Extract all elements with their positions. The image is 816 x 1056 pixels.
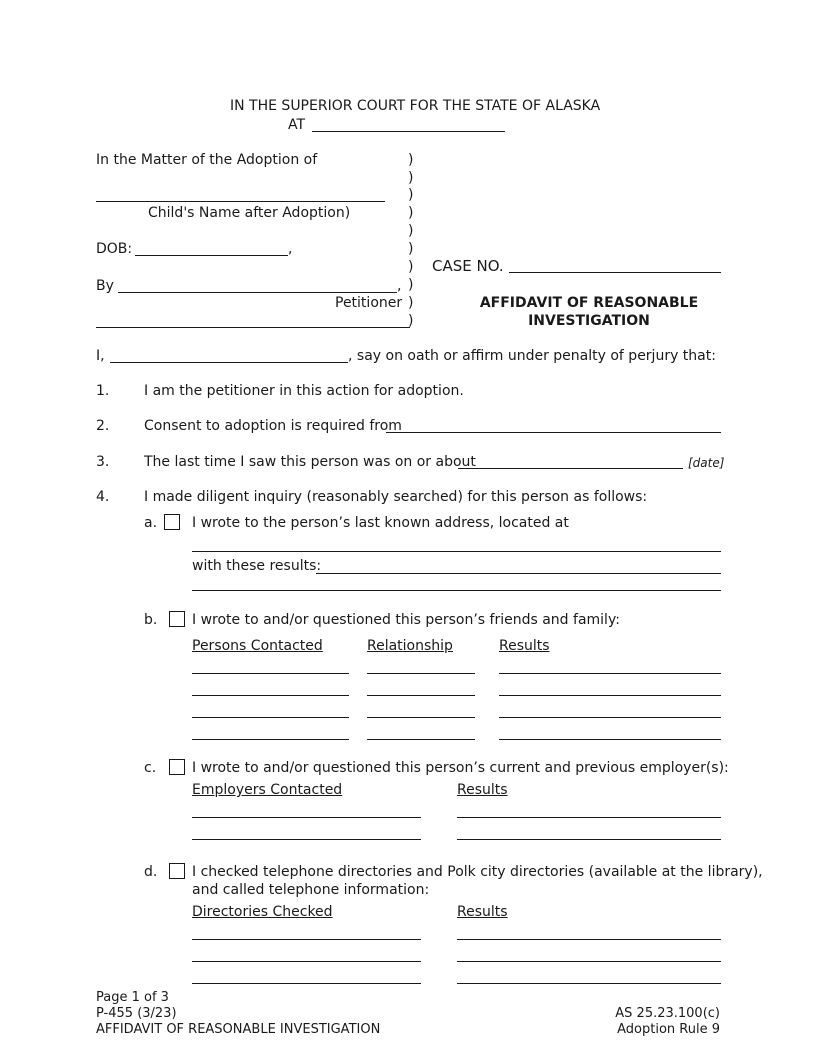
result-line[interactable] [457, 839, 721, 840]
col-results: Results [499, 638, 550, 654]
doc-title-line2: INVESTIGATION [528, 313, 650, 329]
case-no-line[interactable] [509, 272, 721, 273]
petitioner-line[interactable] [96, 327, 410, 328]
item-number: 3. [96, 454, 110, 470]
paren: ) [408, 223, 414, 239]
sub-c-checkbox[interactable] [169, 759, 185, 775]
address-line[interactable] [192, 551, 721, 552]
sub-b-text: I wrote to and/or questioned this person’s friends and family: [192, 612, 620, 628]
sub-d-letter: d. [144, 864, 158, 880]
sub-d-text-line1: I checked telephone directories and Polk city directories (available at the library), [192, 864, 763, 880]
relationship-line[interactable] [367, 717, 475, 718]
matter-label: In the Matter of the Adoption of [96, 152, 318, 168]
case-no-label: CASE NO. [432, 257, 504, 275]
col-persons-contacted: Persons Contacted [192, 638, 323, 654]
item-number: 2. [96, 418, 110, 434]
child-name-line[interactable] [96, 201, 385, 202]
petitioner-label: Petitioner [335, 295, 403, 311]
dob-comma: , [288, 241, 293, 257]
by-label: By [96, 278, 114, 294]
col-employers-contacted: Employers Contacted [192, 782, 343, 798]
result-line[interactable] [457, 817, 721, 818]
sub-a-text: I wrote to the person’s last known address, located at [192, 515, 569, 531]
paren: ) [408, 277, 414, 293]
relationship-line[interactable] [367, 673, 475, 674]
child-name-label: Child's Name after Adoption) [148, 205, 351, 221]
result-line[interactable] [499, 695, 721, 696]
item-text: I made diligent inquiry (reasonably searched) for this person as follows: [144, 489, 648, 505]
sub-b-letter: b. [144, 612, 158, 628]
consent-person-line[interactable] [386, 432, 721, 433]
relationship-line[interactable] [367, 695, 475, 696]
item-text: Consent to adoption is required from [144, 418, 402, 434]
paren: ) [408, 205, 414, 221]
employer-line[interactable] [192, 839, 421, 840]
item-text: The last time I saw this person was on or about [144, 454, 476, 470]
result-line[interactable] [457, 983, 721, 984]
sub-c-letter: c. [144, 760, 157, 776]
sub-a-checkbox[interactable] [164, 514, 180, 530]
affiant-name-line[interactable] [110, 362, 348, 363]
relationship-line[interactable] [367, 739, 475, 740]
sub-d-text-line2: and called telephone information: [192, 882, 430, 898]
by-line[interactable] [118, 292, 397, 293]
col-results: Results [457, 782, 508, 798]
person-line[interactable] [192, 739, 349, 740]
result-line[interactable] [457, 939, 721, 940]
paren: ) [408, 259, 414, 275]
footer-page: Page 1 of 3 [96, 990, 169, 1005]
sub-a-letter: a. [144, 515, 158, 531]
result-line[interactable] [499, 673, 721, 674]
paren: ) [408, 152, 414, 168]
sub-d-checkbox[interactable] [169, 863, 185, 879]
directory-line[interactable] [192, 983, 421, 984]
col-relationship: Relationship [367, 638, 453, 654]
oath-i-label: I, [96, 348, 105, 364]
results-line[interactable] [192, 590, 721, 591]
doc-title-line1: AFFIDAVIT OF REASONABLE [479, 295, 699, 311]
footer-form-title: AFFIDAVIT OF REASONABLE INVESTIGATION [96, 1022, 381, 1037]
footer-form-no: P-455 (3/23) [96, 1006, 177, 1021]
by-comma: , [397, 278, 402, 294]
col-results: Results [457, 904, 508, 920]
employer-line[interactable] [192, 817, 421, 818]
paren: ) [408, 295, 414, 311]
oath-text: , say on oath or affirm under penalty of perjury that: [348, 348, 716, 364]
sub-c-text: I wrote to and/or questioned this person’s current and previous employer(s): [192, 760, 729, 776]
sub-a-results-label: with these results: [192, 558, 322, 574]
result-line[interactable] [457, 961, 721, 962]
person-line[interactable] [192, 717, 349, 718]
directory-line[interactable] [192, 939, 421, 940]
paren: ) [408, 313, 414, 329]
footer-statute: AS 25.23.100(c) [615, 1006, 720, 1021]
at-location-line[interactable] [312, 131, 505, 132]
dob-label: DOB: [96, 241, 133, 257]
paren: ) [408, 170, 414, 186]
item-number: 1. [96, 383, 110, 399]
results-line[interactable] [316, 573, 721, 574]
date-hint: [date] [688, 456, 725, 470]
paren: ) [408, 187, 414, 203]
paren: ) [408, 241, 414, 257]
result-line[interactable] [499, 717, 721, 718]
person-line[interactable] [192, 673, 349, 674]
person-line[interactable] [192, 695, 349, 696]
court-title: IN THE SUPERIOR COURT FOR THE STATE OF ALASKA [230, 98, 601, 114]
footer-rule: Adoption Rule 9 [617, 1022, 720, 1037]
last-seen-date-line[interactable] [458, 468, 683, 469]
dob-line[interactable] [135, 255, 288, 256]
result-line[interactable] [499, 739, 721, 740]
sub-b-checkbox[interactable] [169, 611, 185, 627]
item-number: 4. [96, 489, 110, 505]
item-text: I am the petitioner in this action for adoption. [144, 383, 464, 399]
directory-line[interactable] [192, 961, 421, 962]
at-label: AT [288, 117, 306, 133]
col-directories-checked: Directories Checked [192, 904, 333, 920]
